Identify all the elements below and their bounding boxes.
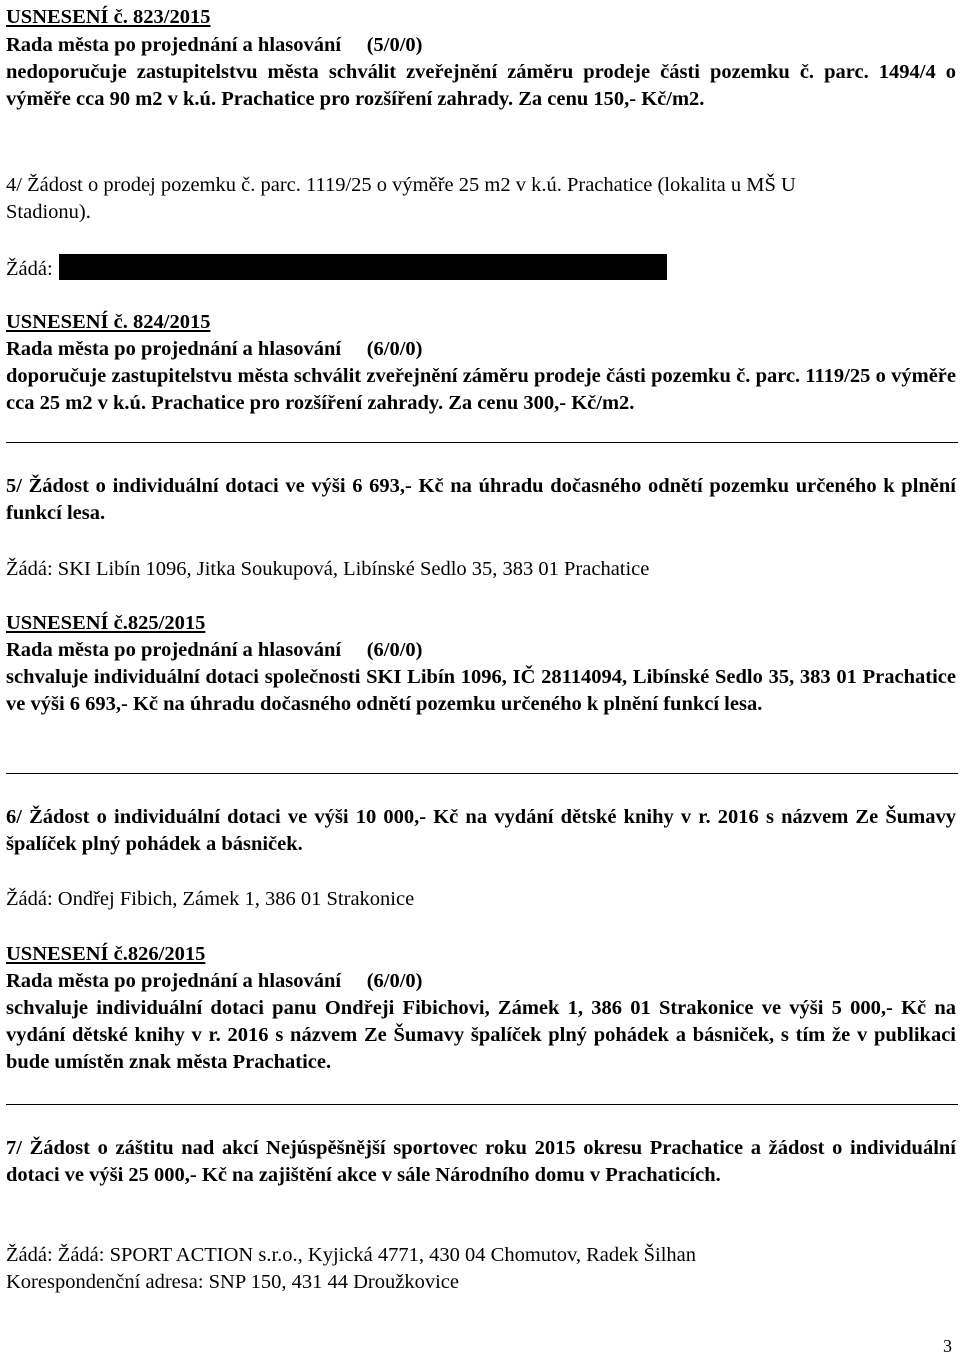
item-6-applicant: Žádá: Ondřej Fibich, Zámek 1, 386 01 Strakonice [6,888,415,910]
resolution-text-823: nedoporučuje zastupitelstvu města schválit zveřejnění záměru prodeje části pozemku č. parc. 1494/4 o výměře cca 90 m2 v k.ú. Prachatice pro rozšíření zahrady. Za cenu 150,- Kč/m2. [6,61,956,110]
page-number: 3 [943,1336,952,1356]
section-divider [6,442,958,443]
vote-line-824: Rada města po projednání a hlasování (6/0/0) [6,338,423,360]
vote-line-826: Rada města po projednání a hlasování (6/0/0) [6,970,423,992]
item-4-heading: 4/ Žádost o prodej pozemku č. parc. 1119/25 o výměře 25 m2 v k.ú. Prachatice (lokalita u MŠ U Stadionu). [6,174,796,223]
item-7-heading: 7/ Žádost o záštitu nad akcí Nejúspěšnější sportovec roku 2015 okresu Prachatice a žádost o individuální dotaci ve výši 25 000,- Kč na zajištění akce v sále Národního domu v Prachaticích. [6,1137,956,1186]
item-5-heading: 5/ Žádost o individuální dotaci ve výši 6 693,- Kč na úhradu dočasného odnětí pozemku určeného k plnění funkcí lesa. [6,475,956,524]
resolution-title-825: USNESENÍ č.825/2015 [6,612,206,634]
resolution-text-826: schvaluje individuální dotaci panu Ondřeji Fibichovi, Zámek 1, 386 01 Strakonice ve výši 5 000,- Kč na vydání dětské knihy v r. 2016 s názvem Ze Šumavy špalíček plný pohádek a básniček, s tím že v publikaci bude umístěn znak města Prachatice. [6,997,956,1073]
item-6-heading: 6/ Žádost o individuální dotaci ve výši 10 000,- Kč na vydání dětské knihy v r. 2016 s názvem Ze Šumavy špalíček plný pohádek a básniček. [6,806,956,855]
resolution-title-824: USNESENÍ č. 824/2015 [6,311,211,333]
section-divider [6,1104,958,1105]
item-7-correspondence: Korespondenční adresa: SNP 150, 431 44 Droužkovice [6,1271,459,1293]
resolution-title-826: USNESENÍ č.826/2015 [6,943,206,965]
applicant-label: Žádá: [6,258,53,280]
resolution-text-825: schvaluje individuální dotaci společnosti SKI Libín 1096, IČ 28114094, Libínské Sedlo 35, 383 01 Prachatice ve výši 6 693,- Kč na úhradu dočasného odnětí pozemku určeného k plnění funkcí lesa. [6,666,956,715]
vote-line-823: Rada města po projednání a hlasování (5/0/0) [6,34,423,56]
item-5-applicant: Žádá: SKI Libín 1096, Jitka Soukupová, Libínské Sedlo 35, 383 01 Prachatice [6,558,650,580]
redaction-bar [59,254,667,280]
resolution-text-824: doporučuje zastupitelstvu města schválit zveřejnění záměru prodeje části pozemku č. parc. 1119/25 o výměře cca 25 m2 v k.ú. Prachatice pro rozšíření zahrady. Za cenu 300,- Kč/m2. [6,365,956,414]
item-4-applicant [6,254,956,283]
resolution-title-823: USNESENÍ č. 823/2015 [6,6,211,28]
section-divider [6,773,958,774]
item-7-applicant: Žádá: Žádá: SPORT ACTION s.r.o., Kyjická 4771, 430 04 Chomutov, Radek Šilhan [6,1244,697,1266]
vote-line-825: Rada města po projednání a hlasování (6/0/0) [6,639,423,661]
